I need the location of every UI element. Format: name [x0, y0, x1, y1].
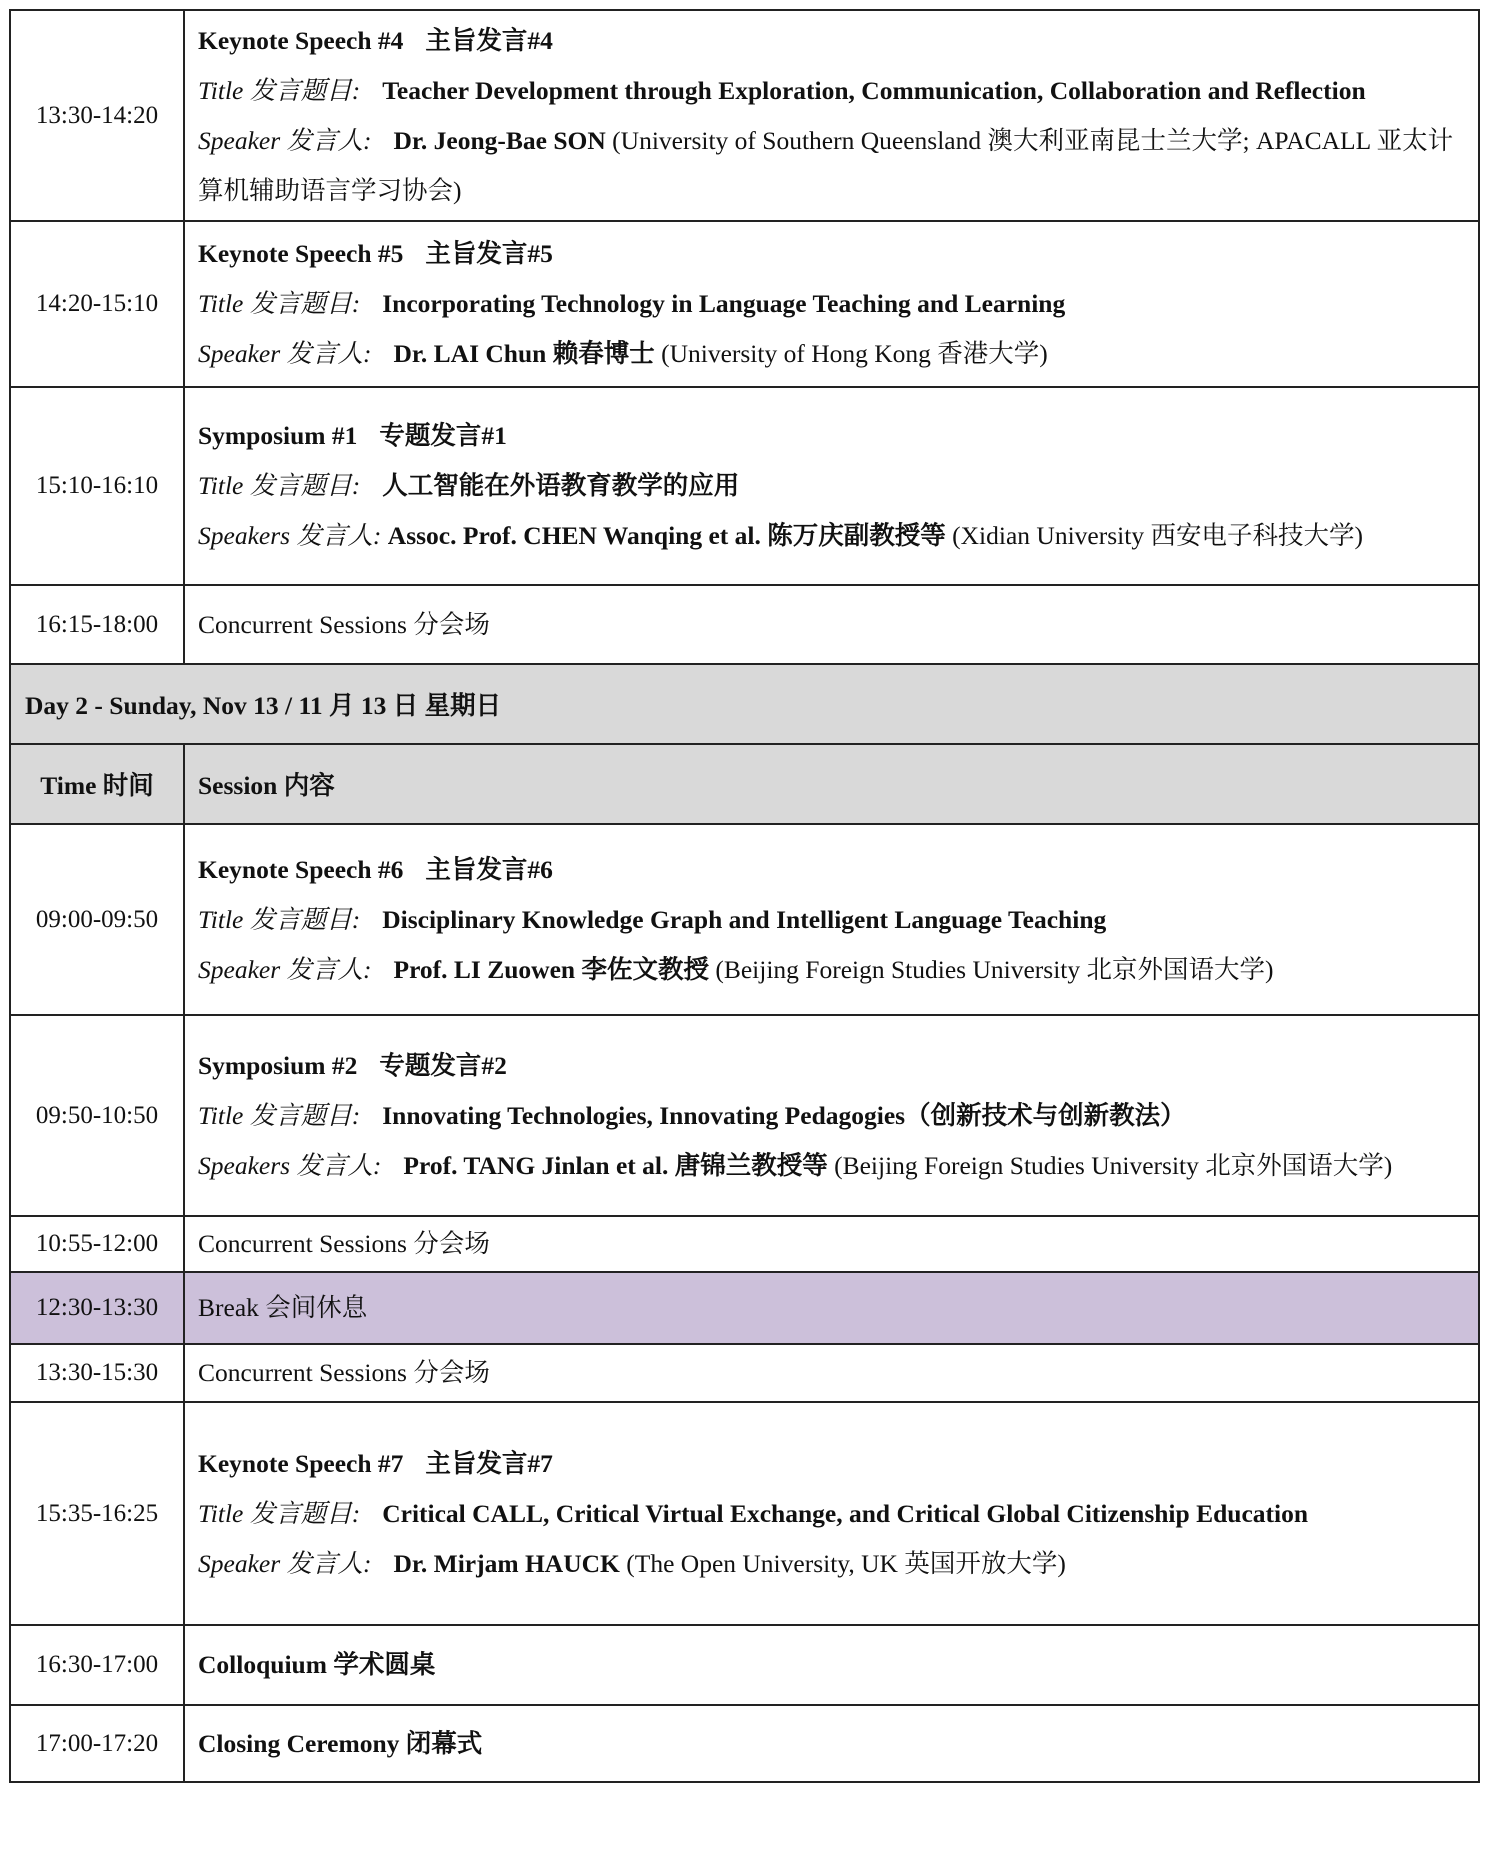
table-row	[10, 1216, 1479, 1272]
column-header-time: Time 时间	[10, 744, 184, 824]
session-cell: Closing Ceremony 闭幕式	[184, 1705, 1479, 1782]
title-label: Title 发言题目:	[198, 289, 361, 318]
time-cell: 10:55-12:00	[10, 1216, 184, 1272]
title-label: Title 发言题目:	[198, 1498, 361, 1528]
title-label: Title 发言题目:	[198, 75, 361, 105]
table-row	[10, 585, 1479, 664]
session-cell: Break 会间休息	[184, 1272, 1479, 1344]
talk-title: 人工智能在外语教育教学的应用	[382, 471, 740, 500]
day-header-row	[10, 664, 1479, 744]
session-type-en: Keynote Speech #5	[198, 239, 404, 268]
table-row	[10, 10, 1479, 221]
title-label: Title 发言题目:	[198, 471, 361, 500]
session-type-zh: 主旨发言#6	[425, 854, 553, 884]
speaker-affiliation: (Beijing Foreign Studies University 北京外国语大学)	[834, 1150, 1393, 1180]
session-cell: Concurrent Sessions 分会场	[184, 1344, 1479, 1402]
speaker-affiliation: (University of Hong Kong 香港大学)	[661, 339, 1048, 368]
speaker-name: Dr. LAI Chun 赖春博士	[393, 339, 655, 368]
session-type-zh: 专题发言#1	[379, 421, 507, 450]
table-row	[10, 1705, 1479, 1782]
table-row	[10, 387, 1479, 585]
speaker-name: Prof. LI Zuowen 李佐文教授	[393, 954, 709, 984]
speaker-name: Prof. TANG Jinlan et al. 唐锦兰教授等	[403, 1150, 828, 1180]
session-cell	[184, 1402, 1479, 1625]
time-cell: 09:50-10:50	[10, 1015, 184, 1216]
session-type-zh: 主旨发言#7	[425, 1448, 553, 1478]
day-header: Day 2 - Sunday, Nov 13 / 11 月 13 日 星期日	[10, 664, 1479, 744]
session-type-en: Symposium #2	[198, 1050, 358, 1080]
speaker-label: Speaker 发言人:	[198, 954, 372, 984]
session-cell	[184, 221, 1479, 387]
speaker-label: Speaker 发言人:	[198, 1548, 372, 1578]
table-row	[10, 1402, 1479, 1625]
talk-title: Critical CALL, Critical Virtual Exchange, and Critical Global Citizenship Education	[382, 1498, 1309, 1528]
session-type-en: Keynote Speech #4	[198, 25, 404, 55]
table-row	[10, 1344, 1479, 1402]
time-cell: 15:35-16:25	[10, 1402, 184, 1625]
session-cell: Concurrent Sessions 分会场	[184, 585, 1479, 664]
speaker-label: Speaker 发言人:	[198, 339, 372, 368]
column-header-session: Session 内容	[184, 744, 1479, 824]
session-type-en: Symposium #1	[198, 421, 358, 450]
speaker-name: Assoc. Prof. CHEN Wanqing et al. 陈万庆副教授等	[387, 521, 946, 550]
table-row-break	[10, 1272, 1479, 1344]
speaker-name: Dr. Jeong-Bae SON	[393, 125, 606, 155]
column-header-row	[10, 744, 1479, 824]
speaker-label: Speakers 发言人:	[198, 1150, 382, 1180]
session-type-zh: 主旨发言#4	[425, 25, 553, 55]
session-cell: Colloquium 学术圆桌	[184, 1625, 1479, 1705]
session-type-zh: 专题发言#2	[379, 1050, 507, 1080]
time-cell: 12:30-13:30	[10, 1272, 184, 1344]
session-type-en: Keynote Speech #7	[198, 1448, 404, 1478]
time-cell: 09:00-09:50	[10, 824, 184, 1015]
time-cell: 15:10-16:10	[10, 387, 184, 585]
time-cell: 13:30-15:30	[10, 1344, 184, 1402]
speaker-affiliation: (Xidian University 西安电子科技大学)	[952, 521, 1363, 550]
session-type-en: Keynote Speech #6	[198, 854, 404, 884]
talk-title: Disciplinary Knowledge Graph and Intelligent Language Teaching	[382, 904, 1107, 934]
table-row	[10, 221, 1479, 387]
talk-title: Teacher Development through Exploration, Communication, Collaboration and Reflection	[382, 75, 1366, 105]
table-row	[10, 1625, 1479, 1705]
speaker-affiliation: (The Open University, UK 英国开放大学)	[626, 1548, 1066, 1578]
session-cell	[184, 10, 1479, 221]
time-cell: 16:30-17:00	[10, 1625, 184, 1705]
title-label: Title 发言题目:	[198, 1100, 361, 1130]
session-cell	[184, 1015, 1479, 1216]
speaker-affiliation: (University of Southern Queensland 澳大利亚南昆士兰大学; APACALL 亚太计算机辅助语言学习协会)	[198, 125, 1454, 205]
session-type-zh: 主旨发言#5	[425, 239, 553, 268]
talk-title: Incorporating Technology in Language Teaching and Learning	[382, 289, 1066, 318]
session-cell: Concurrent Sessions 分会场	[184, 1216, 1479, 1272]
time-cell: 13:30-14:20	[10, 10, 184, 221]
speaker-label: Speakers 发言人:	[198, 521, 382, 550]
speaker-affiliation: (Beijing Foreign Studies University 北京外国语大学)	[715, 954, 1274, 984]
table-row	[10, 824, 1479, 1015]
speaker-name: Dr. Mirjam HAUCK	[393, 1548, 620, 1578]
schedule-table	[9, 9, 1480, 1783]
table-row	[10, 1015, 1479, 1216]
session-cell	[184, 387, 1479, 585]
talk-title: Innovating Technologies, Innovating Pedagogies（创新技术与创新教法）	[382, 1100, 1186, 1130]
session-cell	[184, 824, 1479, 1015]
time-cell: 14:20-15:10	[10, 221, 184, 387]
title-label: Title 发言题目:	[198, 904, 361, 934]
time-cell: 17:00-17:20	[10, 1705, 184, 1782]
speaker-label: Speaker 发言人:	[198, 125, 372, 155]
time-cell: 16:15-18:00	[10, 585, 184, 664]
